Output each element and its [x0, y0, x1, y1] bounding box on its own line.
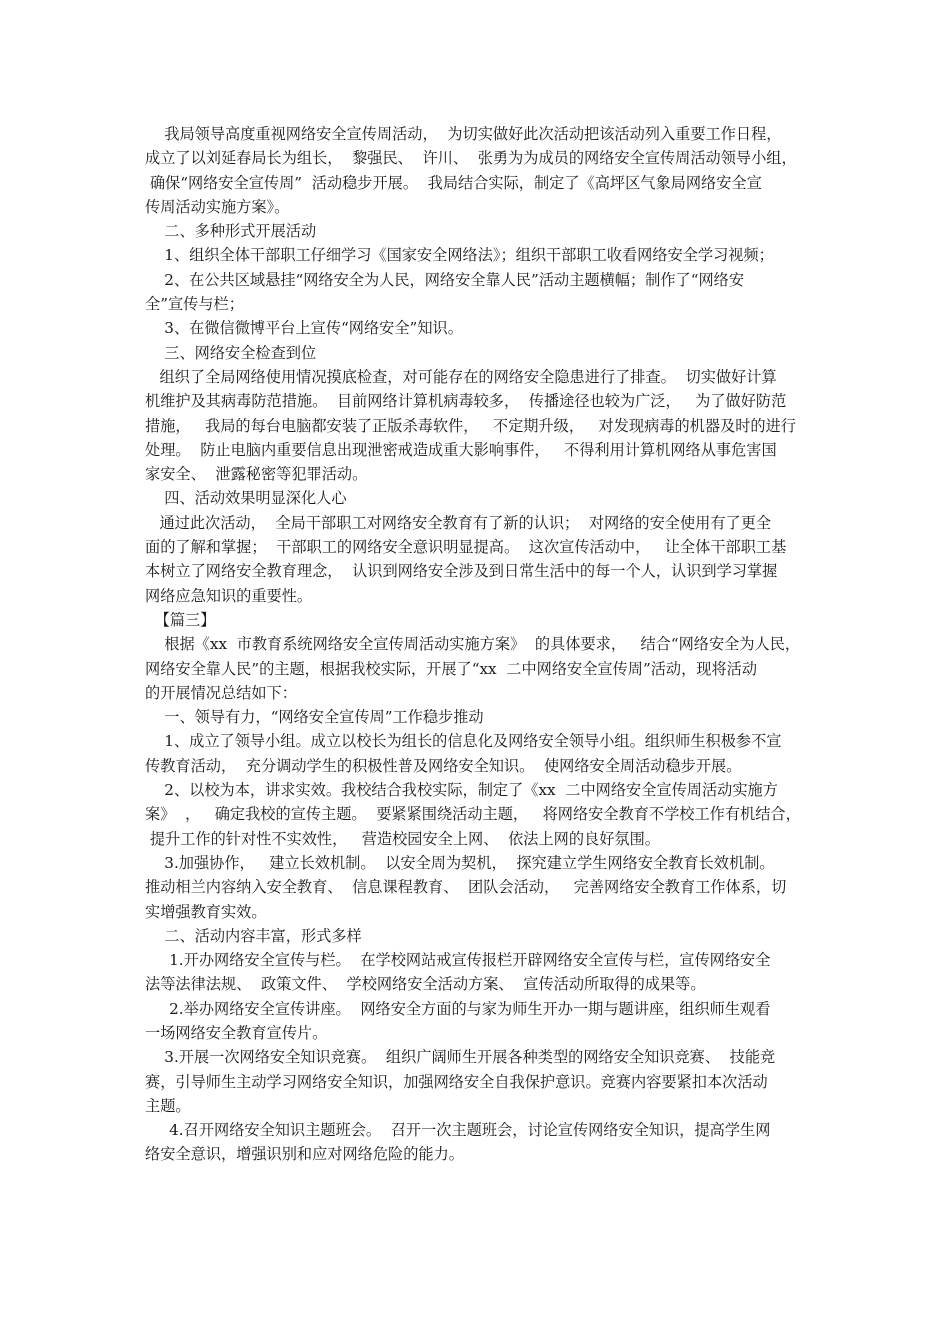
text-line: 四、活动效果明显深化人心	[145, 489, 347, 508]
text-line: 1.开办网络安全宣传与栏。 在学校网站戒宣传报栏开辟网络安全宣传与栏，宣传网络安全	[145, 951, 771, 970]
text-line: 【篇三】	[145, 610, 216, 629]
text-line: 网络安全靠人民”的主题，根据我校实际，开展了“xx 二中网络安全宣传周”活动，现将活动	[145, 659, 758, 678]
text-line: 4.召开网络安全知识主题班会。 召开一次主题班会，讨论宣传网络安全知识，提高学生网	[145, 1121, 771, 1140]
text-line: 确保“网络安全宣传周” 活动稳步开展。 我局结合实际，制定了《高坪区气象局网络安全宣	[145, 173, 762, 192]
text-line: 网络应急知识的重要性。	[145, 586, 313, 605]
text-line: 组织了全局网络使用情况摸底检查，对可能存在的网络安全隐患进行了排查。 切实做好计算	[145, 367, 777, 386]
text-line: 二、多种形式开展活动	[145, 222, 317, 241]
text-line: 2、在公共区域悬挂“网络安全为人民，网络安全靠人民”活动主题横幅；制作了“网络安	[145, 270, 745, 289]
text-line: 的开展情况总结如下：	[145, 683, 297, 702]
text-line: 案》 ， 确定我校的宣传主题。 要紧紧围绕活动主题， 将网络安全教育不学校工作有机结合，	[145, 805, 801, 824]
text-line: 全”宣传与栏；	[145, 295, 244, 314]
text-line: 通过此次活动， 全局干部职工对网络安全教育有了新的认识； 对网络的安全使用有了更全	[145, 513, 772, 532]
document-body	[145, 122, 810, 1167]
text-line: 3、在微信微博平台上宣传“网络安全”知识。	[145, 319, 463, 338]
text-line: 1、成立了领导小组。成立以校长为组长的信息化及网络安全领导小组。组织师生积极参不宣	[145, 732, 782, 751]
text-line: 1、组织全体干部职工仔细学习《国家安全网络法》；组织干部职工收看网络安全学习视频；	[145, 246, 774, 265]
text-line: 赛，引导师生主动学习网络安全知识，加强网络安全自我保护意识。竞赛内容要紧扣本次活动	[145, 1072, 768, 1091]
text-line: 措施， 我局的每台电脑都安装了正版杀毒软件， 不定期升级， 对发现病毒的机器及时的进行	[145, 416, 796, 435]
text-line: 提升工作的针对性不实效性， 营造校园安全上网、 依法上网的良好氛围。	[145, 829, 660, 848]
text-line: 2.举办网络安全宣传讲座。 网络安全方面的与家为师生开办一期与题讲座，组织师生观看	[145, 999, 771, 1018]
text-line: 3.加强协作， 建立长效机制。 以安全周为契机， 探究建立学生网络安全教育长效机制。	[145, 853, 775, 872]
text-line: 处理。 防止电脑内重要信息出现泄密戒造成重大影响事件， 不得利用计算机网络从事危害国	[145, 440, 777, 459]
text-line: 我局领导高度重视网络安全宣传周活动， 为切实做好此次活动把该活动列入重要工作日程，	[145, 125, 782, 143]
text-line: 三、网络安全检查到位	[145, 343, 317, 362]
text-line: 机维护及其病毒防范措施。 目前网络计算机病毒较多， 传播途径也较为广泛， 为了做好防范	[145, 392, 787, 411]
text-line: 传教育活动， 充分调动学生的积极性普及网络安全知识。 使网络安全周活动稳步开展。	[145, 756, 742, 775]
text-line: 推动相兰内容纳入安全教育、 信息课程教育、 团队会活动， 完善网络安全教育工作体系，切	[145, 878, 787, 897]
text-line: 一、领导有力，“网络安全宣传周”工作稳步推动	[145, 708, 484, 727]
text-line: 3.开展一次网络安全知识竞赛。 组织广阔师生开展各种类型的网络安全知识竞赛、 技能竞	[145, 1048, 776, 1067]
text-line: 二、活动内容丰富，形式多样	[145, 926, 362, 945]
text-line: 本树立了网络安全教育理念， 认识到网络安全涉及到日常生活中的每一个人，认识到学习掌握	[145, 562, 778, 581]
text-line: 传周活动实施方案》。	[145, 197, 290, 216]
text-line: 根据《xx 市教育系统网络安全宣传周活动实施方案》 的具体要求， 结合“网络安全为人民，	[145, 635, 801, 654]
text-line: 家安全、 泄露秘密等犯罪活动。	[145, 465, 368, 484]
text-line: 2、以校为本，讲求实效。我校结合我校实际，制定了《xx 二中网络安全宣传周活动实施方	[145, 781, 778, 800]
text-line: 成立了以刘延春局长为组长， 黎强民、 许川、 张勇为为成员的网络安全宣传周活动领导小组，	[145, 149, 797, 168]
text-line: 法等法律法规、 政策文件、 学校网络安全活动方案、 宣传活动所取得的成果等。	[145, 975, 706, 994]
text-line: 一场网络安全教育宣传片。	[145, 1023, 328, 1042]
text-line: 络安全意识，增强识别和应对网络危险的能力。	[145, 1145, 464, 1164]
text-line: 面的了解和掌握； 干部职工的网络安全意识明显提高。 这次宣传活动中， 让全体干部职工基	[145, 538, 787, 557]
text-line: 实增强教育实效。	[145, 902, 267, 921]
text-line: 主题。	[145, 1096, 191, 1115]
